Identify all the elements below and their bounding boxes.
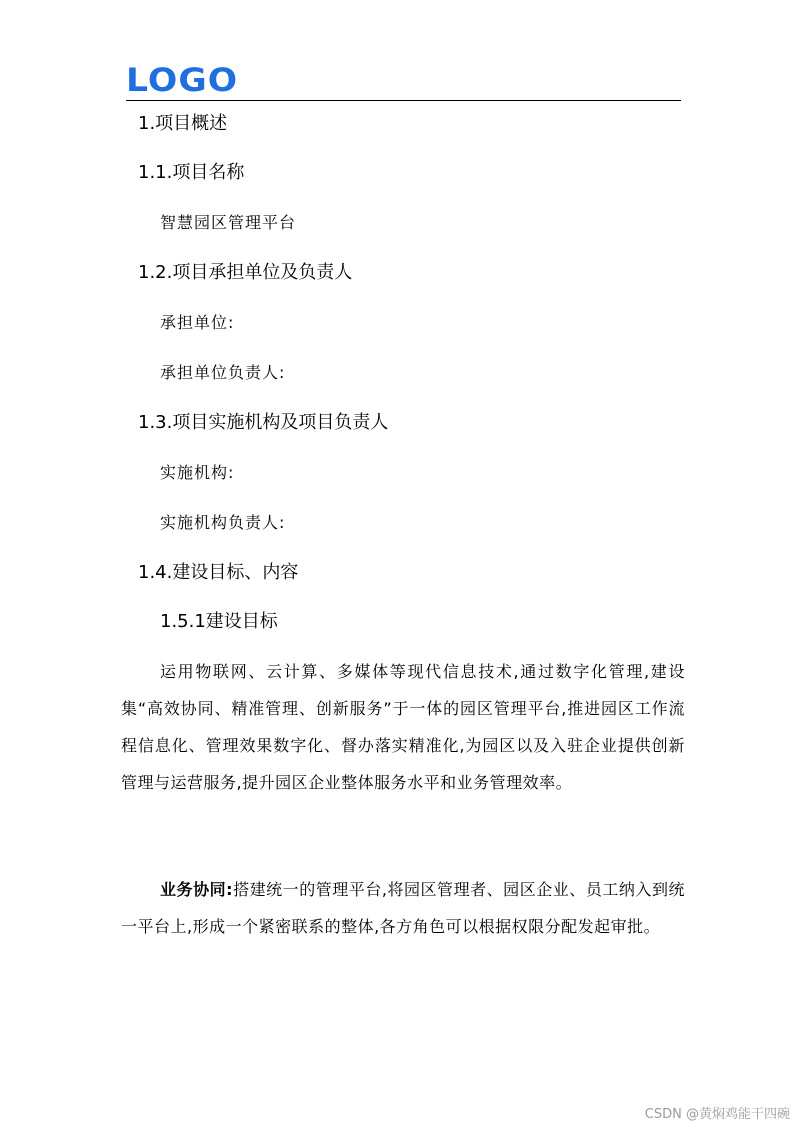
implementing-org-label: 实施机构: xyxy=(160,463,235,482)
goal-paragraph: 运用物联网、云计算、多媒体等现代信息技术,通过数字化管理,建设集“高效协同、精准管理、创新服务”于一体的园区管理平台,推进园区工作流程信息化、管理效果数字化、督办落实精准化,为园区以及入驻企业提供创新管理与运营服务,提升园区企业整体服务水平和业务管理效率。 xyxy=(121,662,685,792)
implementing-leader-label: 实施机构负责人: xyxy=(160,513,286,532)
logo: LOGO xyxy=(126,61,239,99)
undertaking-leader-label: 承担单位负责人: xyxy=(160,363,286,382)
collab-label: 业务协同: xyxy=(160,880,234,899)
heading-undertaking-unit: 1.2.项目承担单位及负责人 xyxy=(138,262,353,283)
heading-implementing-org: 1.3.项目实施机构及项目负责人 xyxy=(138,412,389,433)
header-divider xyxy=(126,100,681,101)
heading-goal-subsection: 1.5.1建设目标 xyxy=(160,611,278,632)
project-name-value: 智慧园区管理平台 xyxy=(160,213,297,232)
heading-project-name: 1.1.项目名称 xyxy=(138,162,245,183)
collab-paragraph xyxy=(121,871,685,945)
watermark: CSDN @黄焖鸡能干四碗 xyxy=(644,1107,790,1122)
heading-construction-goals: 1.4.建设目标、内容 xyxy=(138,562,299,583)
collab-text: 搭建统一的管理平台,将园区管理者、园区企业、员工纳入到统一平台上,形成一个紧密联系的整体,各方角色可以根据权限分配发起审批。 xyxy=(121,880,685,936)
heading-project-overview: 1.项目概述 xyxy=(138,113,228,134)
undertaking-unit-label: 承担单位: xyxy=(160,313,235,332)
